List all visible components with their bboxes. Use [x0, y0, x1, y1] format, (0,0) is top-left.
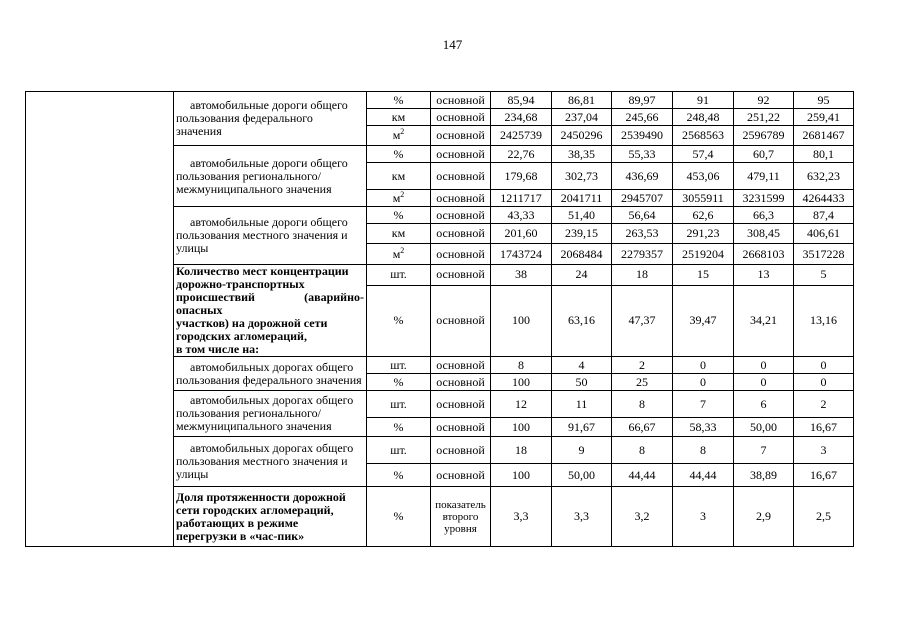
value-cell: 245,66: [612, 109, 673, 126]
level-cell: [431, 487, 491, 547]
indicator-name: [174, 146, 367, 207]
level-cell: основной: [431, 109, 491, 126]
unit-cell: [367, 207, 431, 224]
unit-cell: [367, 190, 431, 207]
value-cell: 89,97: [612, 92, 673, 109]
page-number: 147: [442, 37, 463, 52]
value-cell: 632,23: [794, 163, 854, 190]
indicator-name-line: участков) на дорожной сети: [176, 316, 328, 330]
value-cell: 234,68: [491, 109, 552, 126]
level-cell: основной: [431, 374, 491, 391]
unit-cell: [367, 418, 431, 437]
value-cell: 453,06: [673, 163, 734, 190]
value-cell: 2945707: [612, 190, 673, 207]
value-cell: 3231599: [734, 190, 794, 207]
indicator-name: [174, 391, 367, 437]
unit-cell: [367, 357, 431, 374]
unit-cell: [367, 391, 431, 418]
value-cell: 263,53: [612, 224, 673, 244]
indicator-name-line: межмуниципального значения: [176, 419, 332, 433]
value-cell: 13: [734, 265, 794, 286]
unit-text: м: [392, 128, 401, 142]
value-cell: 85,94: [491, 92, 552, 109]
indicator-name-line: пользования федерального значения: [176, 372, 362, 387]
level-text-line: уровня: [444, 522, 477, 535]
value-cell: 2,5: [794, 487, 854, 547]
level-cell: основной: [431, 357, 491, 374]
value-cell: 6: [734, 391, 794, 418]
value-cell: 43,33: [491, 207, 552, 224]
unit-text: км: [391, 109, 406, 124]
empty-first-column: [26, 92, 174, 547]
value-cell: 91: [673, 92, 734, 109]
level-cell: основной: [431, 265, 491, 286]
value-cell: 22,76: [491, 146, 552, 163]
unit-text: %: [393, 92, 404, 107]
level-cell: основной: [431, 224, 491, 244]
value-cell: 2681467: [794, 126, 854, 146]
value-cell: 0: [734, 374, 794, 391]
value-cell: 3,3: [491, 487, 552, 547]
value-cell: 2041711: [552, 190, 612, 207]
value-cell: 3: [673, 487, 734, 547]
indicator-name-line: улицы: [176, 467, 209, 481]
value-cell: 34,21: [734, 285, 794, 356]
value-cell: 44,44: [612, 464, 673, 487]
value-cell: 5: [794, 265, 854, 286]
unit-cell: [367, 244, 431, 265]
value-cell: 58,33: [673, 418, 734, 437]
level-cell: основной: [431, 244, 491, 265]
unit-text: шт.: [390, 442, 407, 457]
value-cell: 13,16: [794, 285, 854, 356]
value-cell: 12: [491, 391, 552, 418]
indicator-name-line: автомобильные дороги общего: [190, 98, 348, 112]
unit-text: %: [393, 419, 404, 434]
indicator-name-line: автомобильных дорогах общего: [190, 359, 354, 374]
unit-cell: [367, 487, 431, 547]
level-cell: основной: [431, 92, 491, 109]
table-row: [26, 92, 854, 109]
indicator-name-line: пользования регионального/: [176, 168, 321, 183]
value-cell: 3,2: [612, 487, 673, 547]
indicator-name-line: в том числе на:: [176, 342, 260, 356]
value-cell: 38,89: [734, 464, 794, 487]
value-cell: 2596789: [734, 126, 794, 146]
value-cell: 4: [552, 357, 612, 374]
indicator-name-line: пользования регионального/: [176, 406, 321, 420]
value-cell: 47,37: [612, 285, 673, 356]
unit-text: %: [393, 374, 404, 389]
level-cell: основной: [431, 437, 491, 464]
value-cell: 50,00: [734, 418, 794, 437]
value-cell: 51,40: [552, 207, 612, 224]
unit-text: %: [393, 467, 404, 482]
value-cell: 3,3: [552, 487, 612, 547]
value-cell: 2,9: [734, 487, 794, 547]
unit-text: км: [391, 168, 406, 183]
level-cell: основной: [431, 418, 491, 437]
value-cell: 308,45: [734, 224, 794, 244]
indicator-name-line: дорожно-транспортных: [176, 277, 305, 291]
level-cell: основной: [431, 163, 491, 190]
value-cell: 8: [612, 391, 673, 418]
value-cell: 60,7: [734, 146, 794, 163]
value-cell: 100: [491, 464, 552, 487]
value-cell: 100: [491, 285, 552, 356]
indicator-name-line: городских агломераций,: [176, 329, 307, 343]
level-cell: основной: [431, 285, 491, 356]
indicator-name-line: перегрузки в «час-пик»: [176, 528, 305, 543]
indicator-name-line: автомобильные дороги общего: [190, 155, 348, 170]
unit-text: %: [393, 146, 404, 161]
unit-superscript: 2: [400, 189, 405, 199]
value-cell: 7: [734, 437, 794, 464]
value-cell: 4264433: [794, 190, 854, 207]
value-cell: 3055911: [673, 190, 734, 207]
unit-cell: [367, 224, 431, 244]
indicator-name-line: работающих в режиме: [176, 515, 299, 530]
unit-cell: [367, 92, 431, 109]
value-cell: 38: [491, 265, 552, 286]
level-cell: основной: [431, 207, 491, 224]
level-cell: основной: [431, 464, 491, 487]
unit-cell: [367, 126, 431, 146]
value-cell: 0: [673, 374, 734, 391]
unit-text: %: [393, 207, 404, 222]
value-cell: 80,1: [794, 146, 854, 163]
indicator-name-line: автомобильные дороги общего: [190, 215, 348, 229]
value-cell: 2568563: [673, 126, 734, 146]
unit-text: %: [393, 313, 404, 328]
value-cell: 91,67: [552, 418, 612, 437]
indicator-name-line: улицы: [176, 241, 209, 255]
unit-text: шт.: [390, 267, 407, 282]
value-cell: 16,67: [794, 464, 854, 487]
value-cell: 18: [491, 437, 552, 464]
unit-cell: [367, 464, 431, 487]
value-cell: 2668103: [734, 244, 794, 265]
value-cell: 237,04: [552, 109, 612, 126]
value-cell: 436,69: [612, 163, 673, 190]
indicator-name-line: Количество мест концентрации: [176, 264, 349, 278]
value-cell: 1211717: [491, 190, 552, 207]
value-cell: 2539490: [612, 126, 673, 146]
value-cell: 92: [734, 92, 794, 109]
value-cell: 50: [552, 374, 612, 391]
unit-text: м: [392, 246, 401, 261]
value-cell: 7: [673, 391, 734, 418]
value-cell: 63,16: [552, 285, 612, 356]
indicator-name-line: автомобильных дорогах общего: [190, 393, 354, 407]
indicator-name-line: пользования местного значения и: [176, 454, 348, 468]
indicator-name-line: значения: [176, 124, 222, 138]
value-cell: 16,67: [794, 418, 854, 437]
value-cell: 55,33: [612, 146, 673, 163]
value-cell: 0: [794, 357, 854, 374]
value-cell: 239,15: [552, 224, 612, 244]
value-cell: 66,3: [734, 207, 794, 224]
indicator-name-line: Доля протяженности дорожной: [176, 489, 346, 504]
unit-superscript: 2: [400, 127, 405, 136]
value-cell: 86,81: [552, 92, 612, 109]
indicator-name: [174, 437, 367, 487]
value-cell: 100: [491, 374, 552, 391]
indicator-name-line: автомобильных дорогах общего: [190, 441, 354, 455]
value-cell: 56,64: [612, 207, 673, 224]
value-cell: 95: [794, 92, 854, 109]
indicator-name: [174, 92, 367, 146]
value-cell: 66,67: [612, 418, 673, 437]
value-cell: 251,22: [734, 109, 794, 126]
value-cell: 44,44: [673, 464, 734, 487]
value-cell: 62,6: [673, 207, 734, 224]
level-cell: основной: [431, 391, 491, 418]
indicator-name-line: сети городских агломераций,: [176, 502, 334, 517]
value-cell: 3: [794, 437, 854, 464]
value-cell: 50,00: [552, 464, 612, 487]
unit-cell: [367, 437, 431, 464]
unit-cell: [367, 163, 431, 190]
unit-text: км: [391, 226, 406, 240]
value-cell: 18: [612, 265, 673, 286]
unit-cell: [367, 146, 431, 163]
unit-superscript: 2: [400, 245, 405, 255]
value-cell: 24: [552, 265, 612, 286]
value-cell: 2: [612, 357, 673, 374]
value-cell: 479,11: [734, 163, 794, 190]
level-cell: основной: [431, 126, 491, 146]
value-cell: 302,73: [552, 163, 612, 190]
level-text-line: показатель: [435, 498, 486, 511]
value-cell: 8: [491, 357, 552, 374]
indicator-table: [25, 91, 854, 547]
unit-cell: [367, 265, 431, 286]
level-text-line: второго: [442, 510, 479, 523]
value-cell: 8: [673, 437, 734, 464]
value-cell: 9: [552, 437, 612, 464]
value-cell: 259,41: [794, 109, 854, 126]
value-cell: 0: [794, 374, 854, 391]
value-cell: 1743724: [491, 244, 552, 265]
unit-text: %: [393, 509, 404, 523]
value-cell: 2279357: [612, 244, 673, 265]
value-cell: 291,23: [673, 224, 734, 244]
indicator-name: [174, 207, 367, 265]
indicator-name-line: межмуниципального значения: [176, 181, 332, 196]
value-cell: 25: [612, 374, 673, 391]
unit-cell: [367, 374, 431, 391]
value-cell: 38,35: [552, 146, 612, 163]
value-cell: 0: [734, 357, 794, 374]
value-cell: 201,60: [491, 224, 552, 244]
value-cell: 179,68: [491, 163, 552, 190]
indicator-name-line: пользования местного значения и: [176, 228, 348, 242]
value-cell: 2519204: [673, 244, 734, 265]
value-cell: 3517228: [794, 244, 854, 265]
value-cell: 11: [552, 391, 612, 418]
value-cell: 2425739: [491, 126, 552, 146]
unit-cell: [367, 109, 431, 126]
value-cell: 100: [491, 418, 552, 437]
value-cell: 15: [673, 265, 734, 286]
value-cell: 406,61: [794, 224, 854, 244]
unit-text: шт.: [390, 396, 407, 411]
unit-text: шт.: [390, 357, 407, 372]
value-cell: 0: [673, 357, 734, 374]
indicator-name: [174, 357, 367, 391]
indicator-name: [174, 487, 367, 547]
value-cell: 2068484: [552, 244, 612, 265]
value-cell: 57,4: [673, 146, 734, 163]
value-cell: 2450296: [552, 126, 612, 146]
indicator-name: [174, 265, 367, 357]
level-cell: основной: [431, 190, 491, 207]
value-cell: 248,48: [673, 109, 734, 126]
unit-cell: [367, 285, 431, 356]
indicator-name-line: происшествий (аварийно-опасных: [176, 290, 364, 317]
value-cell: 39,47: [673, 285, 734, 356]
indicator-name-line: пользования федерального: [176, 111, 313, 125]
unit-text: м: [392, 190, 401, 205]
value-cell: 87,4: [794, 207, 854, 224]
level-cell: основной: [431, 146, 491, 163]
value-cell: 8: [612, 437, 673, 464]
value-cell: 2: [794, 391, 854, 418]
